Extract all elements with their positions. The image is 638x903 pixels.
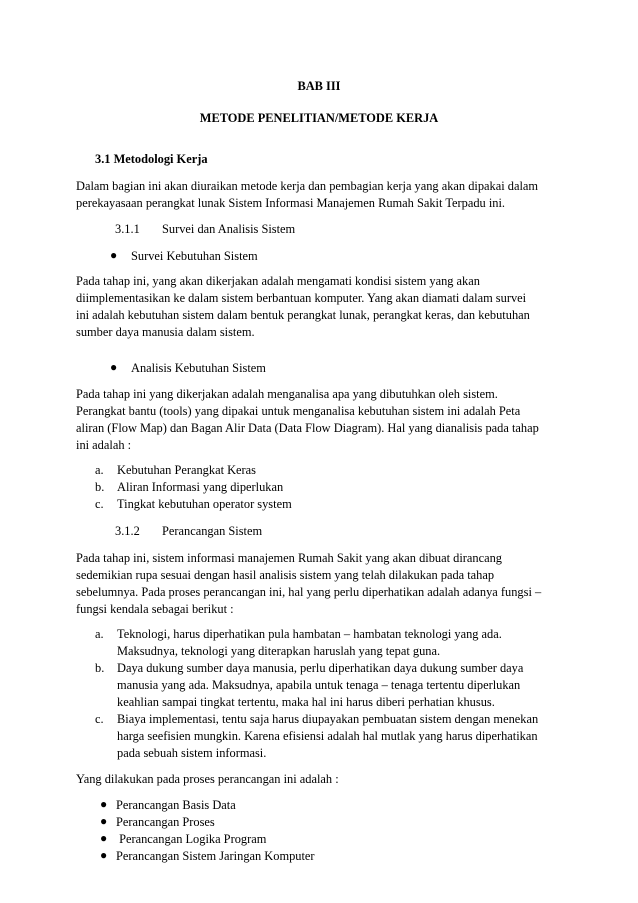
section-heading: 3.1 Metodologi Kerja: [95, 152, 208, 166]
list-item: Kebutuhan Perangkat Keras: [117, 463, 257, 477]
paragraph-line: diimplementasikan ke dalam sistem berbantuan komputer. Yang akan diamati dalam survei: [76, 291, 527, 305]
chapter-label: BAB III: [297, 79, 341, 93]
paragraph-line: sebelumnya. Pada proses perancangan ini, hal yang perlu diperhatikan adalah adanya fungsi –: [76, 585, 542, 599]
list-marker: a.: [95, 463, 104, 477]
bullet-icon: ●: [100, 814, 108, 828]
paragraph-line: ini adalah kebutuhan sistem dalam bentuk perangkat lunak, perangkat keras, dan kebutuhan: [76, 308, 530, 322]
list-marker: b.: [95, 661, 105, 675]
closing-line: Yang dilakukan pada proses perancangan ini adalah :: [76, 772, 339, 786]
subsection-title: Perancangan Sistem: [162, 524, 263, 538]
paragraph-line: sumber daya manusia dalam sistem.: [76, 325, 255, 339]
list-item-line: manusia yang ada. Maksudnya, apabila untuk tenaga – tenaga tertentu diperlukan: [117, 678, 521, 692]
paragraph-line: Pada tahap ini, yang akan dikerjakan adalah mengamati kondisi sistem yang akan: [76, 274, 480, 288]
bullet-item: Perancangan Logika Program: [116, 832, 267, 846]
bullet-icon: ●: [110, 360, 118, 374]
bullet-icon: ●: [100, 848, 108, 862]
chapter-title: METODE PENELITIAN/METODE KERJA: [199, 111, 439, 125]
bullet-icon: ●: [110, 248, 118, 262]
bullet-item: Perancangan Sistem Jaringan Komputer: [116, 849, 315, 863]
bullet-icon: ●: [100, 831, 108, 845]
list-marker: b.: [95, 480, 105, 494]
bullet-item: Perancangan Proses: [116, 815, 215, 829]
subsection-title: Survei dan Analisis Sistem: [162, 222, 296, 236]
list-item-line: Daya dukung sumber daya manusia, perlu diperhatikan daya dukung sumber daya: [117, 661, 524, 675]
list-item: Tingkat kebutuhan operator system: [117, 497, 292, 511]
paragraph-line: fungsi kendala sebagai berikut :: [76, 602, 234, 616]
bullet-icon: ●: [100, 797, 108, 811]
list-item-line: Teknologi, harus diperhatikan pula hambatan – hambatan teknologi yang ada.: [117, 627, 502, 641]
paragraph-line: Pada tahap ini yang dikerjakan adalah menganalisa apa yang dibutuhkan oleh sistem.: [76, 387, 498, 401]
list-item-line: harga seefisien mungkin. Karena efisiensi adalah hal mutlak yang harus diperhatikan: [117, 729, 538, 743]
paragraph-line: ini adalah :: [76, 438, 132, 452]
list-item: Aliran Informasi yang diperlukan: [117, 480, 284, 494]
list-item-line: Maksudnya, teknologi yang diterapkan haruslah yang tepat guna.: [117, 644, 441, 658]
bullet-item: Perancangan Basis Data: [116, 798, 236, 812]
bullet-item: Survei Kebutuhan Sistem: [131, 249, 258, 263]
list-marker: c.: [95, 497, 104, 511]
list-item-line: Biaya implementasi, tentu saja harus diupayakan pembuatan sistem dengan menekan: [117, 712, 539, 726]
list-item-line: pada sebuah sistem informasi.: [117, 746, 267, 760]
paragraph-line: Perangkat bantu (tools) yang dipakai untuk menganalisa kebutuhan sistem ini adalah Peta: [76, 404, 521, 418]
list-marker: a.: [95, 627, 104, 641]
paragraph-line: sedemikian rupa sesuai dengan hasil analisis sistem yang telah dilakukan pada tahap: [76, 568, 495, 582]
paragraph-line: aliran (Flow Map) dan Bagan Alir Data (Data Flow Diagram). Hal yang dianalisis pada tahap: [76, 421, 539, 435]
paragraph-line: Pada tahap ini, sistem informasi manajemen Rumah Sakit yang akan dibuat dirancang: [76, 551, 502, 565]
intro-line: Dalam bagian ini akan diuraikan metode kerja dan pembagian kerja yang akan dipakai dalam: [76, 179, 539, 193]
bullet-item: Analisis Kebutuhan Sistem: [131, 361, 266, 375]
list-item-line: keahlian sampai tingkat tertentu, maka hal ini harus diberi perhatian khusus.: [117, 695, 495, 709]
subsection-number: 3.1.1: [115, 222, 140, 236]
subsection-number: 3.1.2: [115, 524, 140, 538]
list-marker: c.: [95, 712, 104, 726]
intro-line: perekayasaan perangkat lunak Sistem Informasi Manajemen Rumah Sakit Terpadu ini.: [76, 196, 506, 210]
